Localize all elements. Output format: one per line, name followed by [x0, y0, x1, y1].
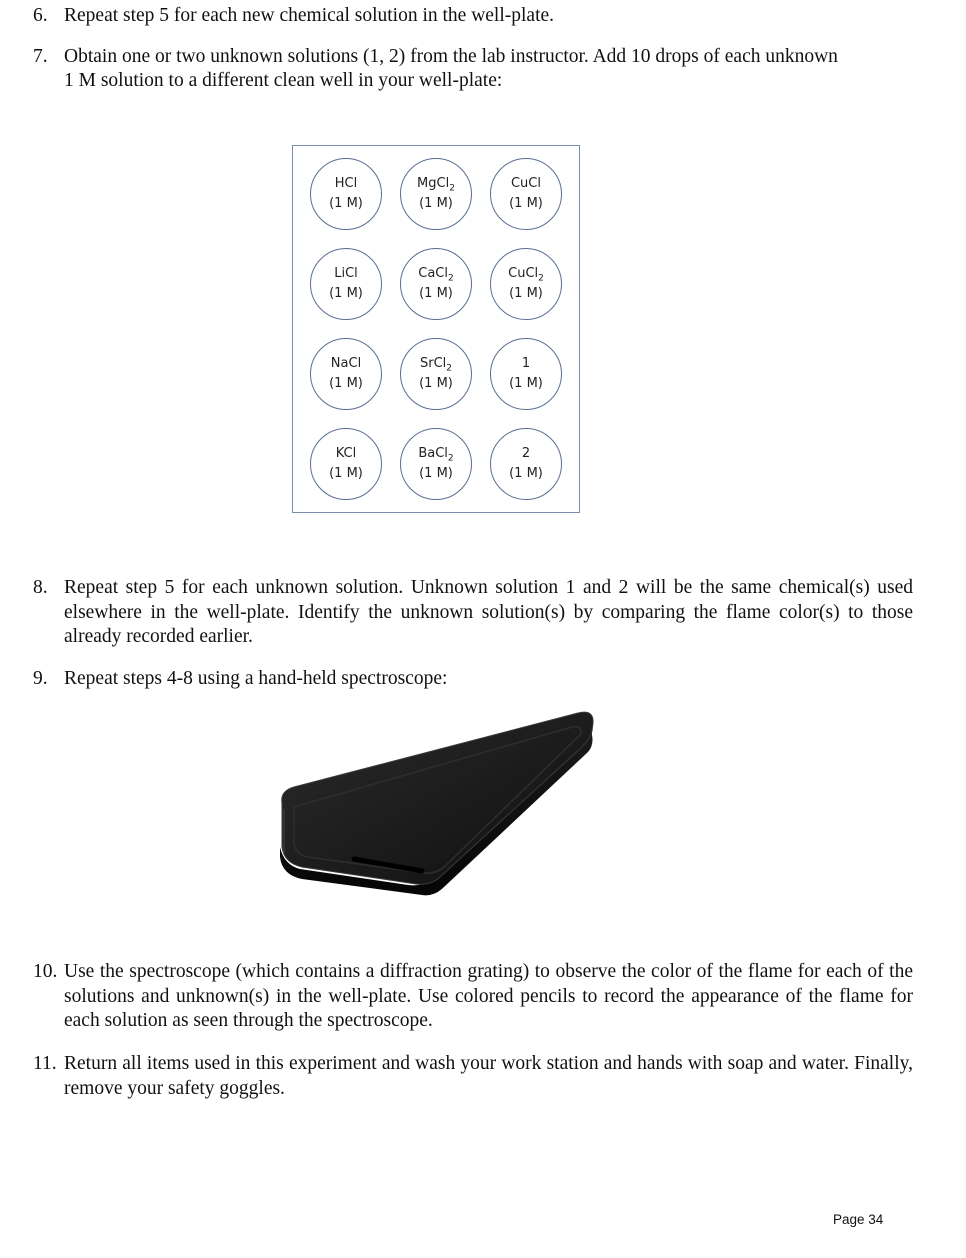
step-8: [33, 576, 913, 651]
step-text: Repeat step 5 for each new chemical solution in the well-plate.: [64, 5, 555, 26]
well-concentration: (1 M): [509, 196, 543, 211]
well-unknown-2: [490, 428, 562, 500]
step-text-line-2: 1 M solution to a different clean well in your well-plate:: [64, 70, 503, 91]
well-nacl: [310, 338, 382, 410]
well-concentration: (1 M): [419, 466, 453, 481]
well-concentration: (1 M): [419, 196, 453, 211]
well-label: 2: [521, 446, 531, 461]
well-licl: [310, 248, 382, 320]
step-number: 11.: [33, 1053, 57, 1074]
well-label: HCl: [334, 176, 358, 191]
well-cucl: [490, 158, 562, 230]
well-concentration: (1 M): [329, 286, 363, 301]
well-cacl2: CaCl$_2$ (1 M): [400, 248, 472, 320]
well-concentration: (1 M): [329, 196, 363, 211]
well-label: LiCl: [334, 266, 358, 281]
step-text: Repeat step 5 for each unknown solution. Unknown solution 1 and 2 will be the same chemical(s) used elsewhere in the well-plate. Identify the unknown solution(s) by comparing the flame color(s) to those already recorded earlier.: [64, 577, 913, 647]
well-cucl2: CuCl$_2$ (1 M): [490, 248, 562, 320]
step-text: Use the spectroscope (which contains a diffraction grating) to observe the color of the flame for each of the solutions and unknown(s) in the well-plate. Use colored pencils to record the appearance of the flame for each solution as seen through the spectroscope.: [64, 961, 913, 1031]
step-number: 9.: [33, 668, 48, 689]
well-concentration: (1 M): [509, 466, 543, 481]
well-concentration: (1 M): [419, 376, 453, 391]
well-mgcl2: MgCl$_2$ (1 M): [400, 158, 472, 230]
well-srcl2: SrCl$_2$ (1 M): [400, 338, 472, 410]
well-label: KCl: [335, 446, 357, 461]
step-11: [33, 1052, 913, 1102]
well-concentration: (1 M): [509, 286, 543, 301]
well-plate-diagram: [292, 145, 580, 513]
well-label: NaCl: [330, 356, 362, 371]
well-label: BaCl: [418, 446, 448, 461]
page-number: Page 34: [833, 1212, 884, 1227]
spectroscope-image: [272, 707, 602, 907]
step-number: 8.: [33, 577, 48, 598]
well-kcl: [310, 428, 382, 500]
step-text-line-1: Obtain one or two unknown solutions (1, 2) from the lab instructor. Add 10 drops of each unknown: [64, 46, 838, 67]
step-10: [33, 960, 913, 1035]
well-label: CuCl: [510, 176, 541, 191]
well-bacl2: BaCl$_2$ (1 M): [400, 428, 472, 500]
well-label: CuCl: [508, 266, 539, 281]
well-concentration: (1 M): [329, 466, 363, 481]
well-label: 1: [521, 356, 531, 371]
well-hcl: [310, 158, 382, 230]
well-concentration: (1 M): [419, 286, 453, 301]
step-number: 6.: [33, 5, 48, 26]
well-concentration: (1 M): [509, 376, 543, 391]
well-label: CaCl: [418, 266, 448, 281]
step-text: Repeat steps 4-8 using a hand-held spectroscope:: [64, 668, 448, 689]
well-label: MgCl: [417, 176, 450, 191]
well-label: SrCl: [419, 356, 447, 371]
well-concentration: (1 M): [329, 376, 363, 391]
well-unknown-1: [490, 338, 562, 410]
step-text: Return all items used in this experiment and wash your work station and hands with soap and water. Finally, remove your safety goggles.: [64, 1053, 913, 1099]
step-number: 10.: [33, 961, 58, 982]
step-number: 7.: [33, 46, 48, 67]
